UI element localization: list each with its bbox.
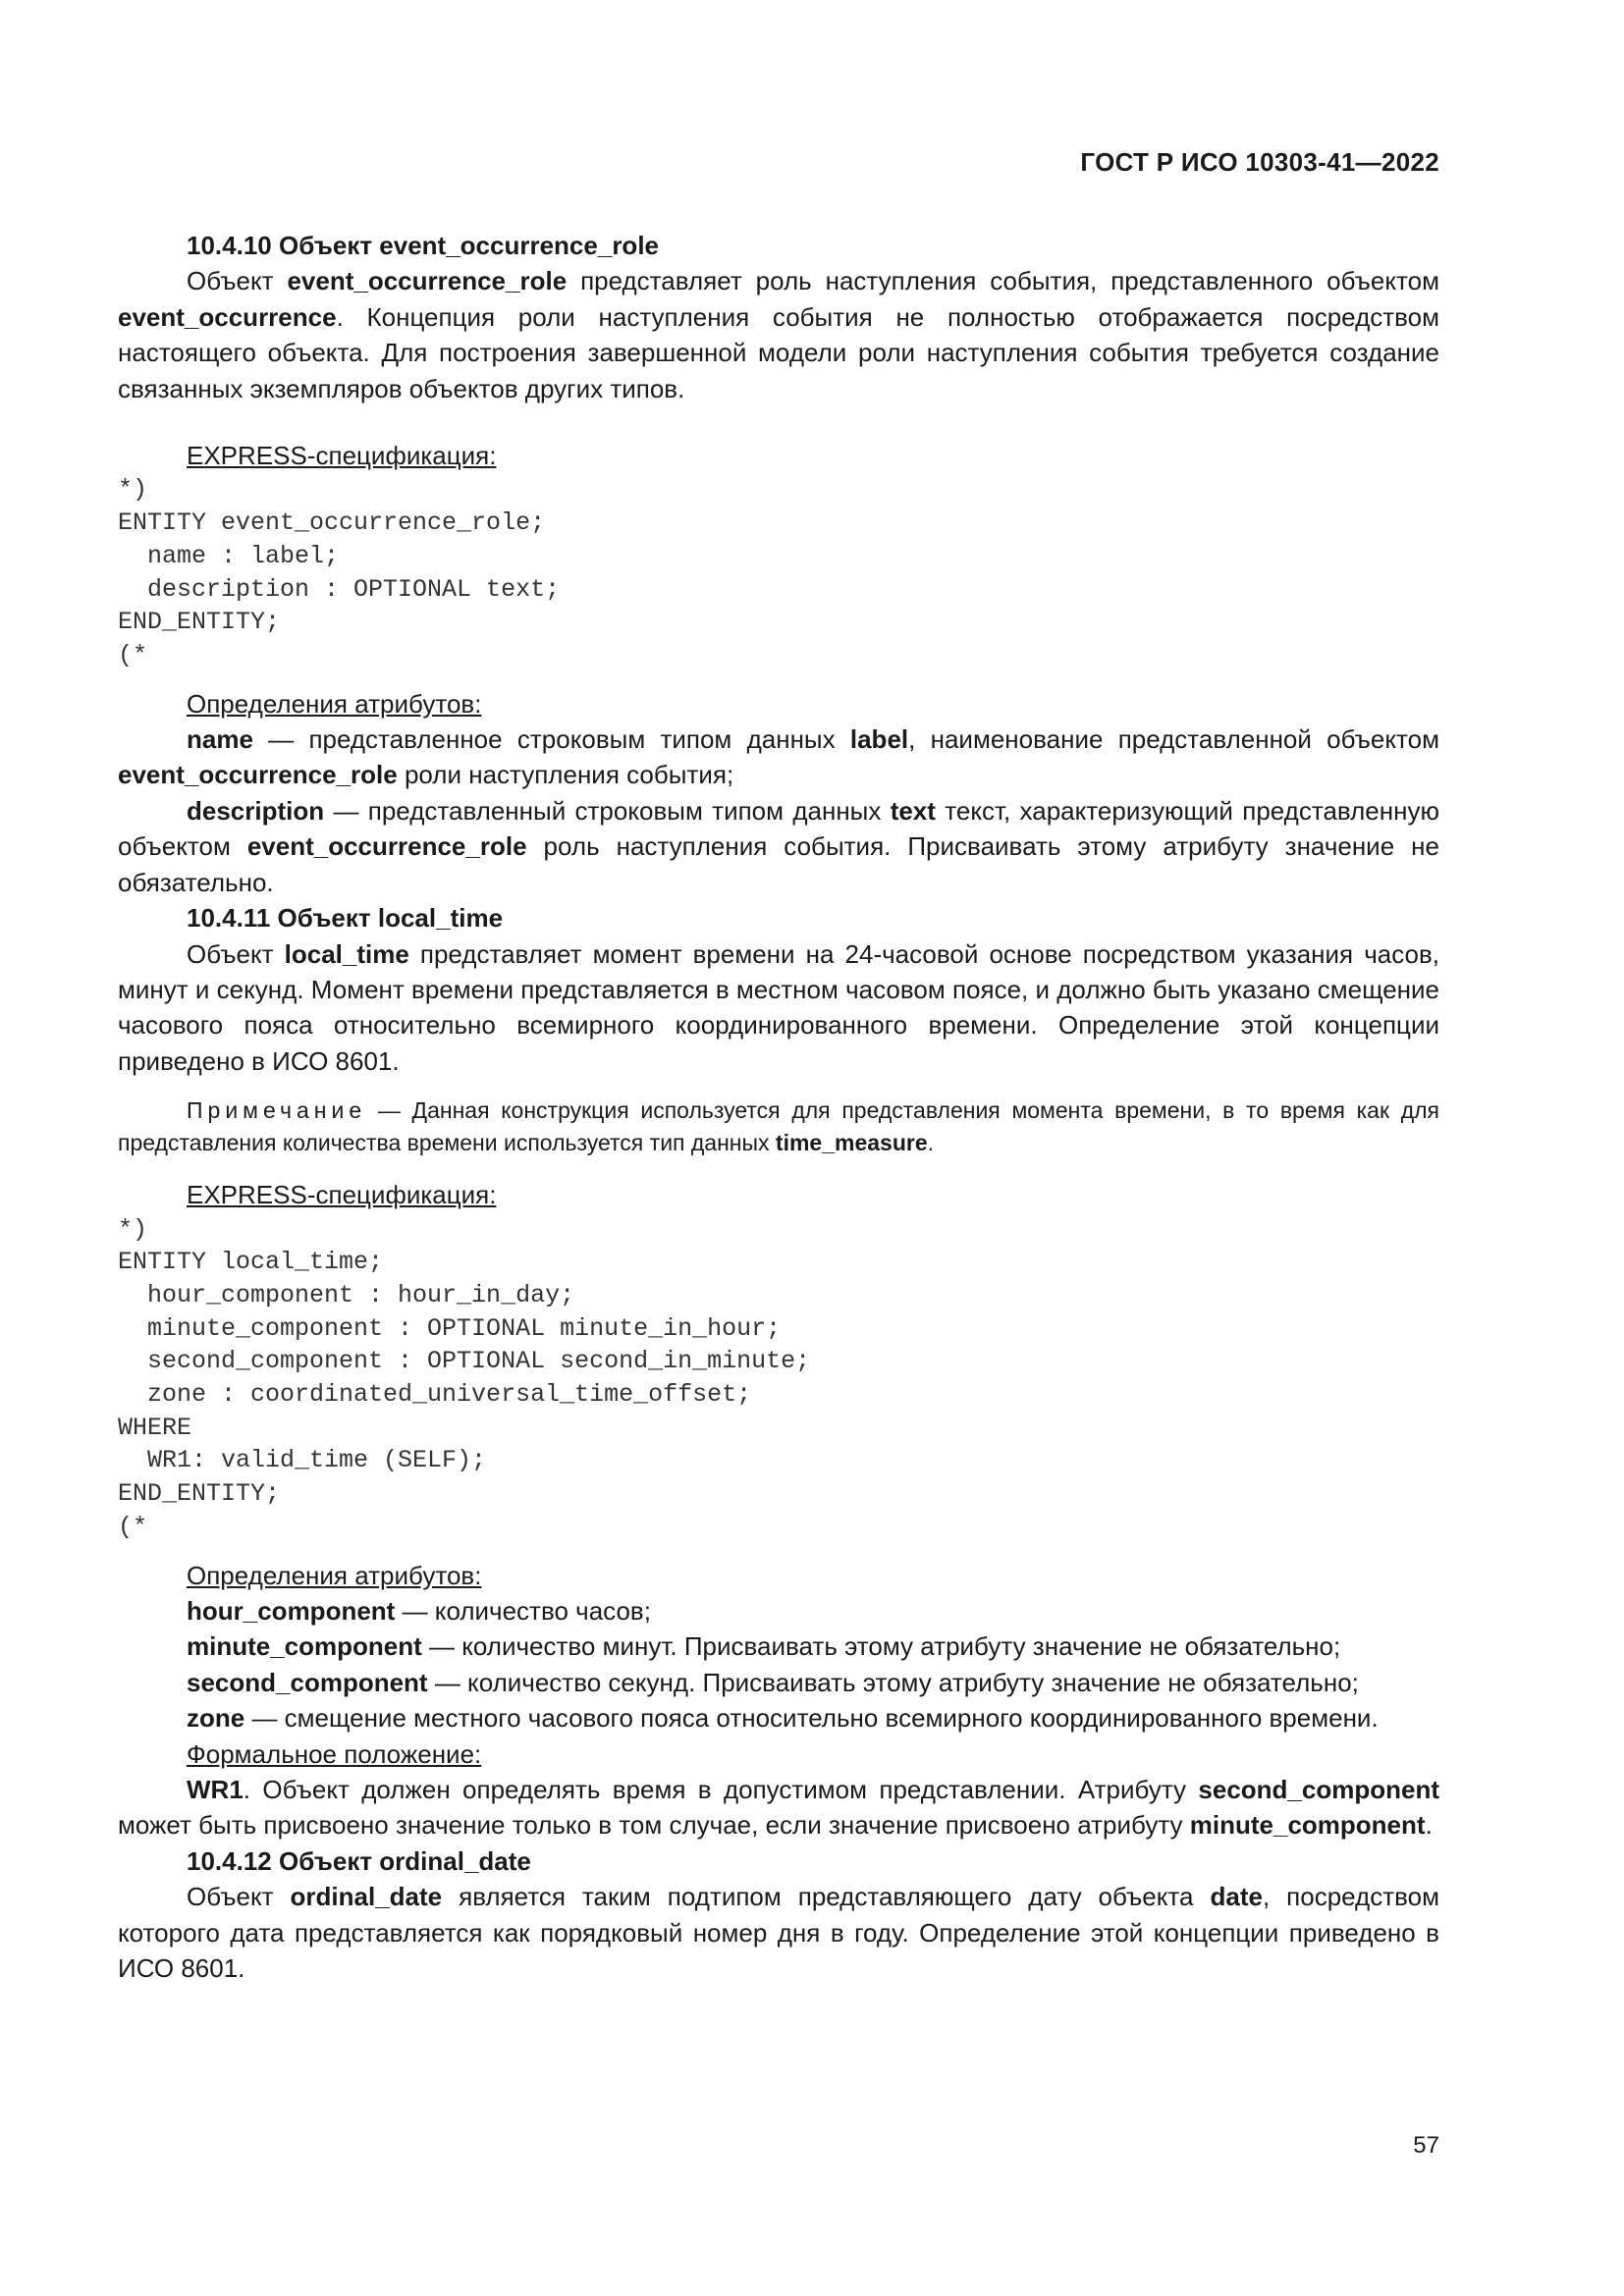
- section-heading-10-4-12: 10.4.12 Объект ordinal_date: [187, 1845, 531, 1876]
- attribute-second-component-definition: second_component — количество секунд. Присваивать этому атрибуту значение не обязательно;: [187, 1667, 1359, 1697]
- attribute-description-definition: description — представленный строковым типом данных text текст, характеризующий представленную объектом event_occurrence_role роль наступления события. Присваивать этому атрибуту значение не обязательно.: [118, 795, 1439, 897]
- section-heading-10-4-11: 10.4.11 Объект local_time: [187, 903, 504, 934]
- paragraph-ordinal-date-intro: Объект ordinal_date является таким подтипом представляющего дату объекта date, посредством которого дата представляется как порядковый номер дня в году. Определение этой концепции приведено в ИСО 8601.: [118, 1882, 1439, 1984]
- page-number: 57: [1413, 2132, 1439, 2159]
- note-local-time: Примечание — Данная конструкция используется для представления момента времени, в то время как для представления количества времени используется тип данных time_measure.: [118, 1097, 1439, 1156]
- formal-proposition-label: Формальное положение:: [187, 1738, 482, 1769]
- note-label: Примечание: [187, 1097, 367, 1124]
- attribute-minute-component-definition: minute_component — количество минут. Присваивать этому атрибуту значение не обязательно;: [187, 1631, 1341, 1662]
- paragraph-local-time-intro: Объект local_time представляет момент времени на 24-часовой основе посредством указания часов, минут и секунд. Момент времени представляется в местном часовом поясе, и должно быть указано смещение часового пояса относительно всемирного координированного времени. Определение этой концепции приведено в ИСО 8601.: [118, 938, 1439, 1076]
- attribute-name-definition: name — представленное строковым типом данных label, наименование представленной объектом event_occurrence_role роли наступления события;: [118, 724, 1439, 790]
- attribute-definitions-label: Определения атрибутов:: [187, 1560, 482, 1590]
- express-code-local-time: *) ENTITY local_time; hour_component : hour_in_day; minute_component : OPTIONAL minute_in_hour; second_component : OPTIONAL second_in_minute; zone : coordinated_universal_time_offset; WHERE WR1: valid_time (SELF); END_ENTITY; (*: [118, 1214, 811, 1541]
- express-code-event-occurrence-role: *) ENTITY event_occurrence_role; name : label; description : OPTIONAL text; END_ENTITY; (*: [118, 475, 561, 669]
- paragraph-event-occurrence-role-intro: Объект event_occurrence_role представляет роль наступления события, представленного объектом event_occurrence. Концепция роли наступления события не полностью отображается посредством настоящего объекта. Для построения завершенной модели роли наступления события требуется создание связанных экземпляров объектов других типов.: [118, 266, 1439, 403]
- attribute-zone-definition: zone — смещение местного часового пояса относительно всемирного координированного времени.: [187, 1703, 1379, 1734]
- page-header-standard-id: ГОСТ Р ИСО 10303-41—2022: [1080, 147, 1439, 177]
- attribute-hour-component-definition: hour_component — количество часов;: [187, 1595, 651, 1626]
- express-spec-label: EXPRESS-спецификация:: [187, 441, 497, 471]
- page-content: [118, 228, 1439, 1986]
- formal-rule-wr1: WR1. Объект должен определять время в допустимом представлении. Атрибуту second_component может быть присвоено значение только в том случае, если значение присвоено атрибуту minute_component.: [118, 1775, 1439, 1841]
- section-heading-10-4-10: 10.4.10 Объект event_occurrence_role: [187, 231, 659, 260]
- express-spec-label: EXPRESS-спецификация:: [187, 1180, 497, 1210]
- attribute-definitions-label: Определения атрибутов:: [187, 688, 482, 719]
